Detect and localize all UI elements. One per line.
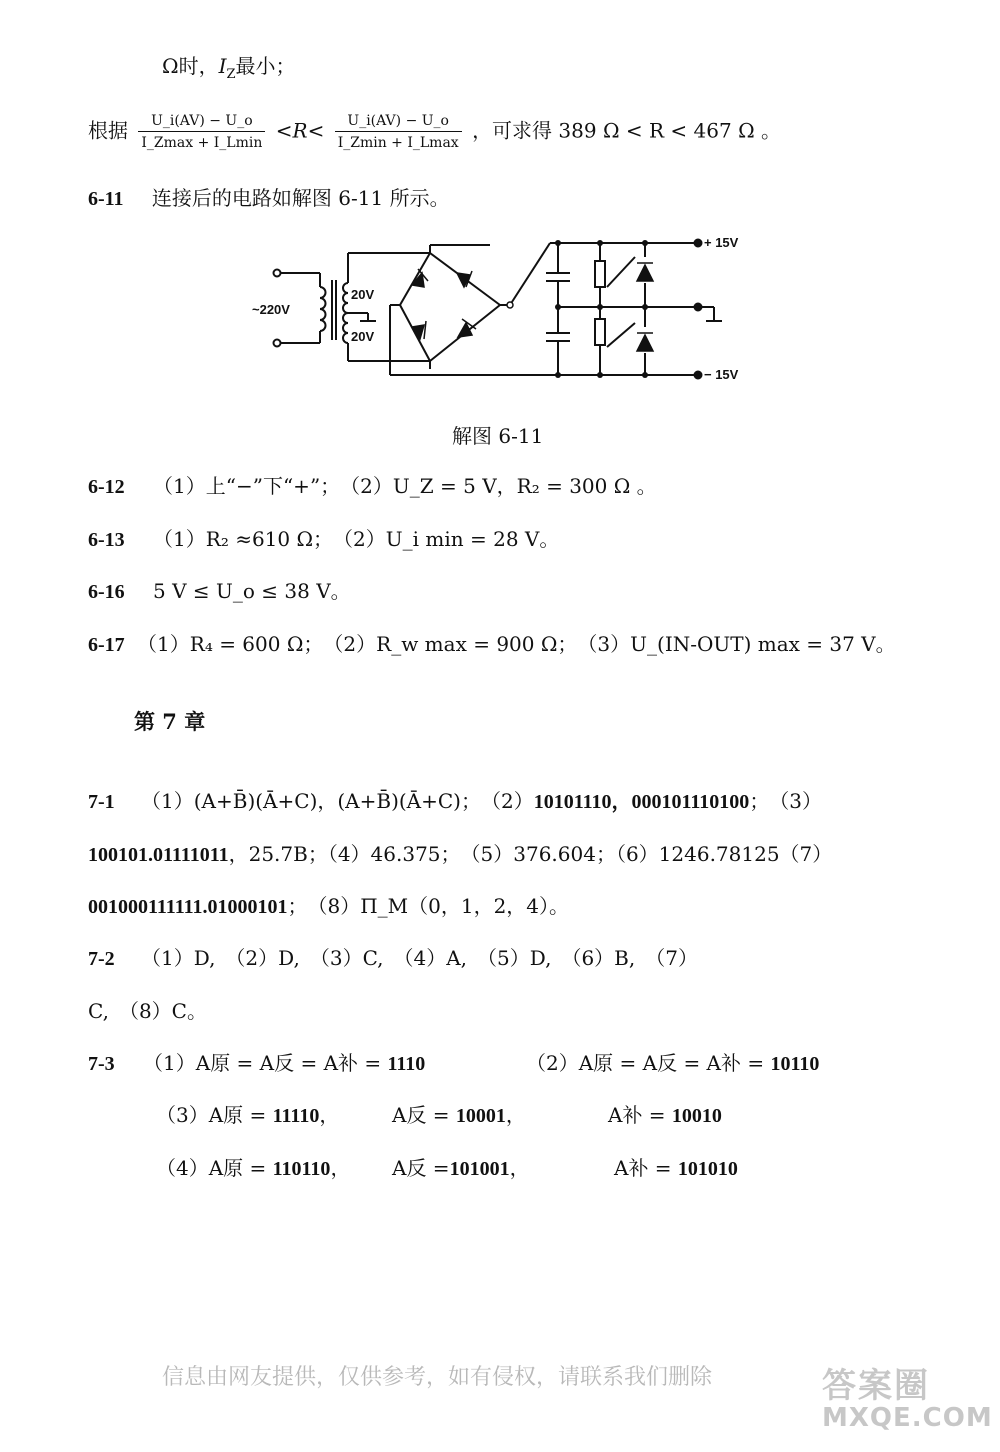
- problem-text: A补 =: [614, 1156, 678, 1180]
- binary-answer: 11110: [272, 1105, 320, 1127]
- problem-7-1-line-2: [88, 840, 832, 869]
- problem-7-3-part-2: [526, 1049, 819, 1078]
- problem-text: （3）A原 =: [156, 1103, 273, 1127]
- problem-number: 7-1: [88, 791, 115, 813]
- problem-number: 6-17: [88, 634, 125, 656]
- binary-answer: 110110: [272, 1158, 331, 1180]
- problem-text: （2）A原 = A反 = A补 =: [526, 1051, 771, 1075]
- intro-line-2: 根据 $\frac{U\_i(AV) - U\_o}{I\_Zmax + I\_Lmin}$ <R< $\frac{U\_i(AV) - U\_o}{I\_Zmin + I\_Lmax}$ ，可求得 389 Ω < R < 467 Ω 。: [88, 113, 782, 151]
- watermark-logo-text: 答案圈: [822, 1366, 930, 1406]
- problem-6-13: [88, 525, 559, 554]
- var-sub: Z: [226, 67, 236, 82]
- intro-text-end: 最小；: [235, 54, 296, 78]
- problem-text: （1）R₂ ≈610 Ω； （2）U_i min = 28 V。: [153, 527, 560, 551]
- problem-text: ； （8）Π_M（0，1，2，4）。: [287, 894, 570, 918]
- disclaimer-footer: 信息由网友提供，仅供参考，如有侵权，请联系我们删除: [162, 1365, 713, 1390]
- problem-text: ，25.7B；（4）46.375； （5）376.604；（6）1246.78125（7）: [228, 842, 833, 866]
- binary-answer: 10101110，000101110100: [533, 791, 750, 813]
- problem-7-3-part-4b: A反 =101001，: [392, 1156, 530, 1180]
- problem-number: 6-13: [88, 529, 125, 551]
- binary-answer: 100101.01111011: [88, 844, 229, 866]
- binary-answer: 101010: [677, 1158, 738, 1180]
- according-label: 根据: [88, 118, 128, 143]
- problem-6-12: [88, 472, 657, 501]
- problem-7-3-part-4c: [614, 1154, 738, 1183]
- circuit-diagram: [240, 225, 760, 395]
- problem-text: C, （8）C。: [88, 999, 207, 1023]
- problem-7-3-part-3b: A反 = 10001，: [392, 1103, 526, 1127]
- problem-text: （1）A原 = A反 = A补 =: [143, 1051, 388, 1075]
- fraction-1: [138, 112, 265, 152]
- site-watermark: [822, 1358, 993, 1433]
- problem-text: （1）R₄ = 600 Ω； （2）R_w max = 900 Ω； （3）U_(IN-OUT) max = 37 V。: [137, 632, 896, 656]
- problem-7-3-part-3c: [608, 1101, 722, 1130]
- fraction-1-denominator: I_Zmax + I_Lmin: [141, 135, 263, 151]
- problem-7-3-part-3: （3）A原 = 11110，: [156, 1103, 340, 1127]
- secondary-bottom-label: 20V: [351, 329, 375, 344]
- problem-6-17: [88, 630, 896, 659]
- problem-7-1-line-3: [88, 892, 569, 921]
- problem-text: 5 V ≤ U_o ≤ 38 V。: [153, 579, 351, 603]
- var-i: I: [218, 54, 227, 78]
- figure-caption: 解图 6-11: [452, 424, 544, 448]
- problem-text: 连接后的电路如解图 6-11 所示。: [151, 186, 450, 210]
- problem-7-2-line-1: [88, 944, 698, 973]
- problem-number: 6-11: [88, 188, 124, 210]
- chapter-heading: 第 7 章: [134, 709, 206, 734]
- intro-line-1: [162, 52, 296, 89]
- problem-7-2-line-2: [88, 997, 207, 1025]
- secondary-top-label: 20V: [351, 287, 375, 302]
- problem-6-16: [88, 577, 351, 606]
- problem-number: 7-2: [88, 948, 115, 970]
- range-result: ，可求得 389 Ω < R < 467 Ω 。: [472, 118, 782, 143]
- fraction-2-denominator: I_Zmin + I_Lmax: [337, 135, 459, 151]
- problem-7-1-line-1: [88, 787, 822, 816]
- problem-text: （1）D, （2）D, （3）C, （4）A, （5）D, （6）B, （7）: [141, 946, 698, 970]
- problem-text: A反 =: [392, 1156, 450, 1180]
- binary-answer: 1110: [387, 1053, 426, 1075]
- binary-answer: 10010: [671, 1105, 722, 1127]
- binary-answer: 10001: [455, 1105, 506, 1127]
- output-positive-label: + 15V: [704, 235, 739, 250]
- intro-text: Ω时，: [162, 54, 219, 78]
- problem-text: （1）(A+B̄)(Ā+C)，(A+B̄)(Ā+C)； （2）: [141, 789, 534, 813]
- problem-text: A补 =: [608, 1103, 672, 1127]
- fraction-2: [335, 112, 462, 152]
- problem-7-3-part-4: （4）A原 = 110110，: [156, 1156, 351, 1180]
- problem-number: 7-3: [88, 1053, 115, 1075]
- ac-input-label: ~220V: [252, 302, 290, 317]
- binary-answer: 10110: [770, 1053, 820, 1075]
- binary-answer: 101001: [449, 1158, 510, 1180]
- fraction-1-numerator: U_i(AV) − U_o: [138, 112, 265, 132]
- problem-text: （1）上“−”下“+”； （2）U_Z = 5 V，R₂ = 300 Ω 。: [153, 474, 657, 498]
- problem-number: 6-12: [88, 476, 125, 498]
- problem-6-11: [88, 184, 450, 213]
- watermark-url: MXQE.COM: [822, 1403, 993, 1433]
- problem-text: （4）A原 =: [156, 1156, 273, 1180]
- output-negative-label: − 15V: [704, 367, 739, 382]
- problem-text: ； （3）: [749, 789, 823, 813]
- fraction-2-numerator: U_i(AV) − U_o: [335, 112, 462, 132]
- problem-text: A反 =: [392, 1103, 456, 1127]
- problem-number: 6-16: [88, 581, 125, 603]
- problem-7-3-line-1: [88, 1049, 425, 1078]
- binary-answer: 001000111111.01000101: [88, 896, 288, 918]
